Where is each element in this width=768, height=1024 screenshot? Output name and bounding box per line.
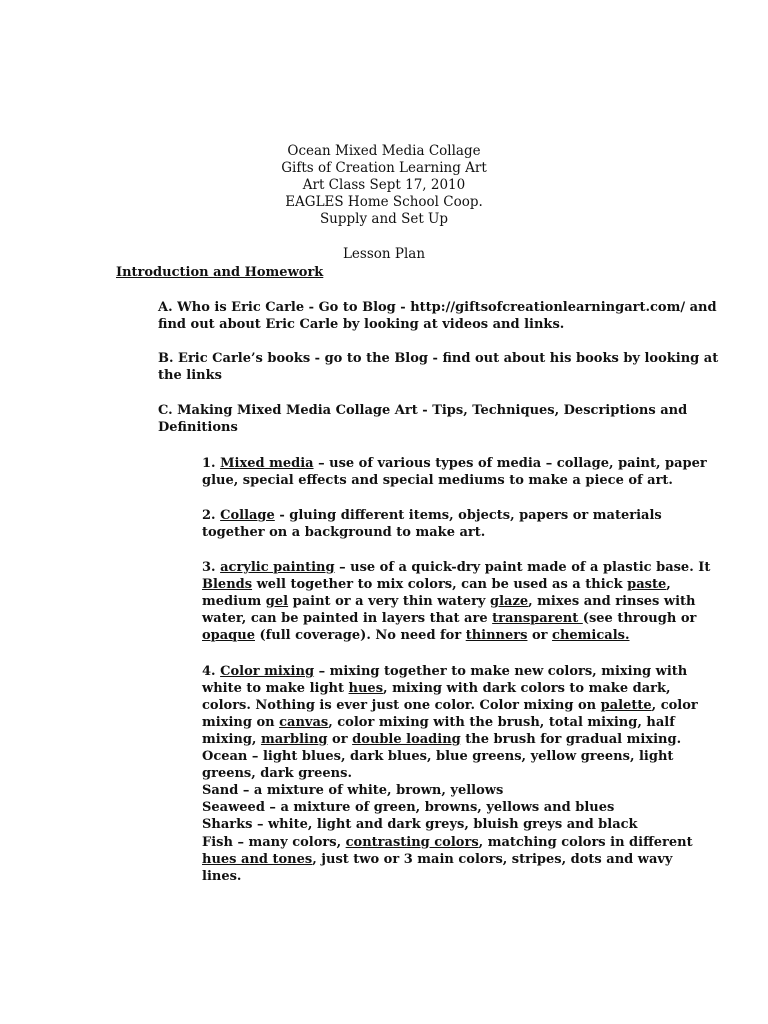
term-acrylic-painting: acrylic painting	[220, 560, 335, 575]
fish-colors-line-2: hues and tones, just two or 3 main colors, stripes, dots and wavy	[202, 852, 673, 867]
sharks-colors-line: Sharks – white, light and dark greys, bluish greys and black	[202, 817, 638, 832]
fish-colors-line-1: Fish – many colors, contrasting colors, matching colors in different	[202, 835, 693, 850]
item-c-line-2: Definitions	[158, 420, 238, 435]
definition-1-line-1: 1. Mixed media – use of various types of media – collage, paint, paper	[202, 456, 707, 471]
definition-1-line-2: glue, special effects and special mediums to make a piece of art.	[202, 473, 673, 488]
term-contrasting-colors: contrasting colors	[345, 835, 479, 850]
term-palette: palette	[600, 698, 652, 713]
term-chemicals: chemicals.	[552, 628, 630, 643]
item-a-line-1: A. Who is Eric Carle - Go to Blog - http://giftsofcreationlearningart.com/ and	[158, 300, 717, 315]
ocean-colors-line-1: Ocean – light blues, dark blues, blue greens, yellow greens, light	[202, 749, 674, 764]
definition-3-line-3: medium gel paint or a very thin watery glaze, mixes and rinses with	[202, 594, 696, 609]
term-transparent: transparent	[492, 611, 583, 626]
term-thinners: thinners	[465, 628, 528, 643]
definition-3-line-5: opaque (full coverage). No need for thinners or chemicals.	[202, 628, 630, 643]
item-b-line-1: B. Eric Carle’s books - go to the Blog - find out about his books by looking at	[158, 351, 719, 366]
term-collage: Collage	[220, 508, 275, 523]
ocean-colors-line-2: greens, dark greens.	[202, 766, 352, 781]
organization-line: EAGLES Home School Coop.	[285, 194, 483, 210]
item-a-line-2: find out about Eric Carle by looking at videos and links.	[158, 317, 565, 332]
sand-colors-line: Sand – a mixture of white, brown, yellows	[202, 783, 504, 798]
term-color-mixing: Color mixing	[220, 664, 315, 679]
definition-4-line-5: mixing, marbling or double loading the brush for gradual mixing.	[202, 732, 682, 747]
term-double-loading: double loading	[352, 732, 461, 747]
term-hues: hues	[348, 681, 384, 696]
document-title: Ocean Mixed Media Collage	[287, 143, 481, 159]
term-glaze: glaze	[490, 594, 529, 609]
intro-heading: Introduction and Homework	[116, 265, 324, 280]
fish-colors-line-3: lines.	[202, 869, 242, 884]
definition-2-line-2: together on a background to make art.	[202, 525, 486, 540]
setup-line: Supply and Set Up	[319, 211, 449, 227]
term-opaque: opaque	[202, 628, 255, 643]
item-c-line-1: C. Making Mixed Media Collage Art - Tips, Techniques, Descriptions and	[158, 403, 688, 418]
term-hues-and-tones: hues and tones	[202, 852, 313, 867]
definition-3-line-2: Blends well together to mix colors, can be used as a thick paste,	[202, 577, 671, 592]
term-gel: gel	[265, 594, 289, 609]
term-blends: Blends	[202, 577, 253, 592]
seaweed-colors-line: Seaweed – a mixture of green, browns, yellows and blues	[202, 800, 615, 815]
lesson-plan-heading: Lesson Plan	[342, 246, 426, 262]
definition-3-line-1: 3. acrylic painting – use of a quick-dry paint made of a plastic base. It	[202, 560, 711, 575]
term-paste: paste	[627, 577, 667, 592]
definition-4-line-4: mixing on canvas, color mixing with the brush, total mixing, half	[202, 715, 675, 730]
item-b-line-2: the links	[158, 368, 222, 383]
definition-4-line-2: white to make light hues, mixing with dark colors to make dark,	[202, 681, 671, 696]
term-mixed-media: Mixed media	[220, 456, 314, 471]
document-subtitle: Gifts of Creation Learning Art	[281, 160, 487, 176]
definition-4-line-3: colors. Nothing is ever just one color. Color mixing on palette, color	[202, 698, 698, 713]
term-marbling: marbling	[260, 732, 328, 747]
definition-2-line-1: 2. Collage - gluing different items, objects, papers or materials	[202, 508, 662, 523]
definition-4-line-1: 4. Color mixing – mixing together to make new colors, mixing with	[202, 664, 688, 679]
class-date-line: Art Class Sept 17, 2010	[302, 177, 466, 193]
term-canvas: canvas	[279, 715, 329, 730]
definition-3-line-4: water, can be painted in layers that are transparent (see through or	[202, 611, 697, 626]
